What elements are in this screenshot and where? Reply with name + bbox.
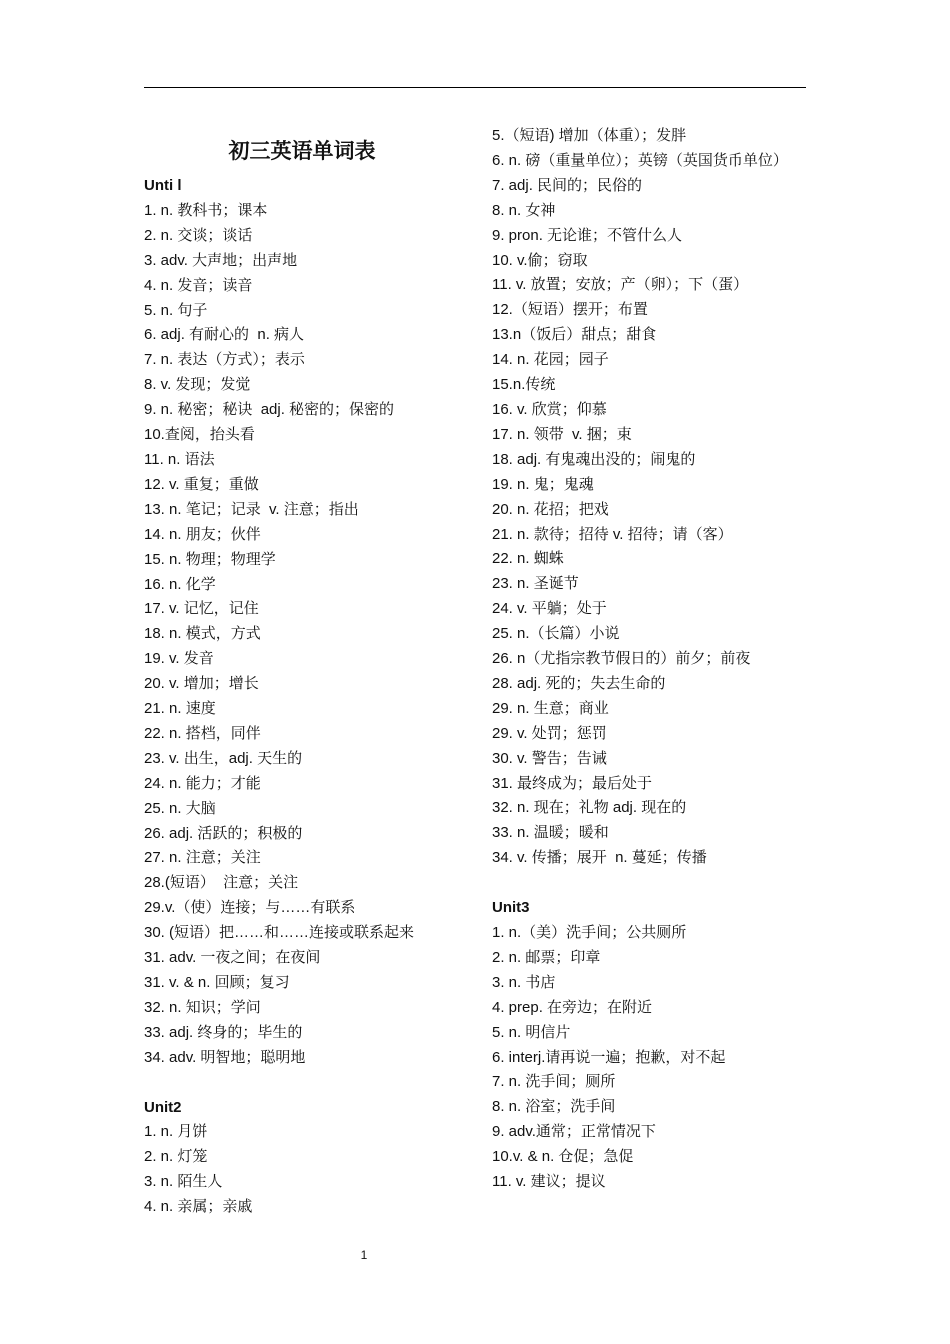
vocab-item: 30. v. 警告；告诫	[492, 749, 607, 767]
vocab-item: 2. n. 交谈；谈话	[144, 226, 253, 244]
vocab-item: 32. n. 知识；学问	[144, 998, 261, 1016]
vocab-item: 20. v. 增加；增长	[144, 675, 259, 693]
unit2-list-left	[144, 1120, 454, 1220]
vocab-item: 34. v. 传播；展开 n. 蔓延；传播	[492, 849, 707, 867]
vocab-item: 23. n. 圣诞节	[492, 575, 579, 593]
vocab-item: 2. n. 邮票；印章	[492, 948, 601, 966]
vocab-item: 10. v.偷；窃取	[492, 251, 588, 269]
vocab-item: 3. adv. 大声地；出声地	[144, 251, 298, 269]
vocab-item: 6. n. 磅（重量单位）；英镑（英国货币单位）	[492, 151, 788, 169]
vocab-item: 13. n. 笔记；记录 v. 注意；指出	[144, 500, 359, 518]
vocab-item: 21. n. 速度	[144, 700, 216, 718]
vocab-item: 12.（短语）摆开；布置	[492, 301, 648, 319]
vocab-item: 26. adj. 活跃的；积极的	[144, 824, 303, 842]
vocab-item: 28. adj. 死的；失去生命的	[492, 674, 666, 692]
header-rule	[144, 87, 806, 88]
vocab-item: 31. v. & n. 回顾；复习	[144, 974, 290, 991]
page-number: 1	[360, 1248, 368, 1262]
unit3-list	[492, 921, 812, 1195]
vocab-item: 21. n. 款待；招待 v. 招待；请（客）	[492, 525, 733, 543]
unit2-heading: Unit2	[144, 1098, 182, 1116]
vocab-item: 10.查阅，抬头看	[144, 426, 255, 444]
vocab-item: 13.n（饭后）甜点；甜食	[492, 326, 657, 344]
vocab-item: 33. n. 温暖；暖和	[492, 824, 609, 842]
vocab-item: 30. (短语）把……和……连接或联系起来	[144, 924, 415, 942]
vocab-item: 11. v. 建议；提议	[492, 1173, 606, 1191]
vocab-item: 19. n. 鬼；鬼魂	[492, 475, 594, 493]
vocab-item: 7. n. 洗手间；厕所	[492, 1073, 616, 1091]
vocab-item: 5. n. 明信片	[492, 1023, 571, 1041]
vocab-item: 8. n. 浴室；洗手间	[492, 1098, 616, 1116]
vocab-item: 17. n. 领带 v. 捆；束	[492, 425, 632, 443]
vocab-item: 2. n. 灯笼	[144, 1148, 208, 1166]
vocab-item: 16. n. 化学	[144, 575, 216, 593]
vocab-item: 3. n. 陌生人	[144, 1173, 223, 1191]
vocab-item: 5. n. 句子	[144, 301, 208, 319]
vocab-item: 11. n. 语法	[144, 450, 215, 468]
vocab-item: 11. v. 放置；安放；产（卵）；下（蛋）	[492, 276, 749, 294]
vocab-item: 31. 最终成为；最后处于	[492, 774, 653, 792]
vocab-item: 26. n（尤指宗教节假日的）前夕；前夜	[492, 650, 751, 668]
spacer	[492, 871, 812, 896]
vocab-item: 1. n. 月饼	[144, 1123, 208, 1141]
vocab-item: 28.(短语） 注意；关注	[144, 874, 299, 892]
vocab-item: 15. n. 物理；物理学	[144, 550, 276, 568]
vocab-item: 25. n. 大脑	[144, 799, 216, 817]
vocab-item: 6. adj. 有耐心的 n. 病人	[144, 326, 305, 344]
vocab-item: 1. n. 教科书；课本	[144, 201, 268, 219]
vocab-item: 7. n. 表达（方式）；表示	[144, 351, 305, 369]
vocab-item: 4. n. 发音；读音	[144, 276, 253, 294]
vocab-item: 19. v. 发音	[144, 650, 214, 668]
vocab-item: 9. adv.通常；正常情况下	[492, 1123, 656, 1141]
vocab-item: 9. pron. 无论谁；不管什么人	[492, 226, 683, 244]
vocab-item: 27. n. 注意；关注	[144, 849, 261, 867]
spacer	[144, 1071, 454, 1096]
vocab-item: 8. n. 女神	[492, 201, 556, 219]
vocab-item: 18. adj. 有鬼魂出没的；闹鬼的	[492, 450, 696, 468]
vocab-item: 24. v. 平躺；处于	[492, 600, 607, 618]
vocab-item: 23. v. 出生，adj. 天生的	[144, 749, 303, 767]
page-title: 初三英语单词表	[228, 138, 376, 163]
vocab-item: 22. n. 搭档，同伴	[144, 724, 261, 742]
right-column	[492, 124, 812, 1195]
vocab-item: 9. n. 秘密；秘诀 adj. 秘密的；保密的	[144, 401, 395, 419]
unit2-list-right	[492, 124, 812, 871]
left-column	[144, 124, 454, 1220]
vocab-item: 6. interj.请再说一遍；抱歉，对不起	[492, 1048, 726, 1066]
vocab-item: 4. prep. 在旁边；在附近	[492, 998, 653, 1016]
vocab-item: 5.（短语) 增加（体重）；发胖	[492, 127, 687, 144]
unit3-heading: Unit3	[492, 899, 530, 917]
vocab-item: 22. n. 蜘蛛	[492, 550, 564, 568]
vocab-item: 14. n. 花园；园子	[492, 351, 609, 369]
unit1-heading: Unti l	[144, 177, 182, 194]
vocab-item: 4. n. 亲属；亲戚	[144, 1198, 253, 1216]
vocab-item: 12. v. 重复；重做	[144, 475, 259, 493]
vocab-item: 29. v. 处罚；惩罚	[492, 724, 607, 742]
vocab-item: 10.v. & n. 仓促；急促	[492, 1148, 634, 1166]
vocab-item: 31. adv. 一夜之间；在夜间	[144, 949, 321, 967]
vocab-item: 8. v. 发现；发觉	[144, 376, 251, 394]
vocab-item: 18. n. 模式，方式	[144, 625, 261, 643]
vocab-item: 1. n.（美）洗手间；公共厕所	[492, 923, 687, 941]
vocab-item: 25. n.（长篇）小说	[492, 625, 620, 643]
vocab-item: 20. n. 花招；把戏	[492, 500, 609, 518]
vocab-item: 17. v. 记忆，记住	[144, 600, 259, 618]
vocab-item: 32. n. 现在；礼物 adj. 现在的	[492, 799, 687, 817]
vocab-item: 34. adv. 明智地；聪明地	[144, 1048, 306, 1066]
vocab-item: 7. adj. 民间的；民俗的	[492, 176, 643, 194]
vocab-item: 3. n. 书店	[492, 973, 556, 991]
vocab-item: 15.n.传统	[492, 376, 556, 394]
vocab-item: 16. v. 欣赏；仰慕	[492, 400, 607, 418]
vocab-item: 24. n. 能力；才能	[144, 774, 261, 792]
vocab-item: 29. n. 生意；商业	[492, 699, 609, 717]
unit1-list	[144, 199, 454, 1071]
vocab-item: 33. adj. 终身的；毕生的	[144, 1023, 303, 1041]
vocab-item: 29.v.（使）连接；与……有联系	[144, 899, 356, 917]
vocab-item: 14. n. 朋友；伙伴	[144, 525, 261, 543]
